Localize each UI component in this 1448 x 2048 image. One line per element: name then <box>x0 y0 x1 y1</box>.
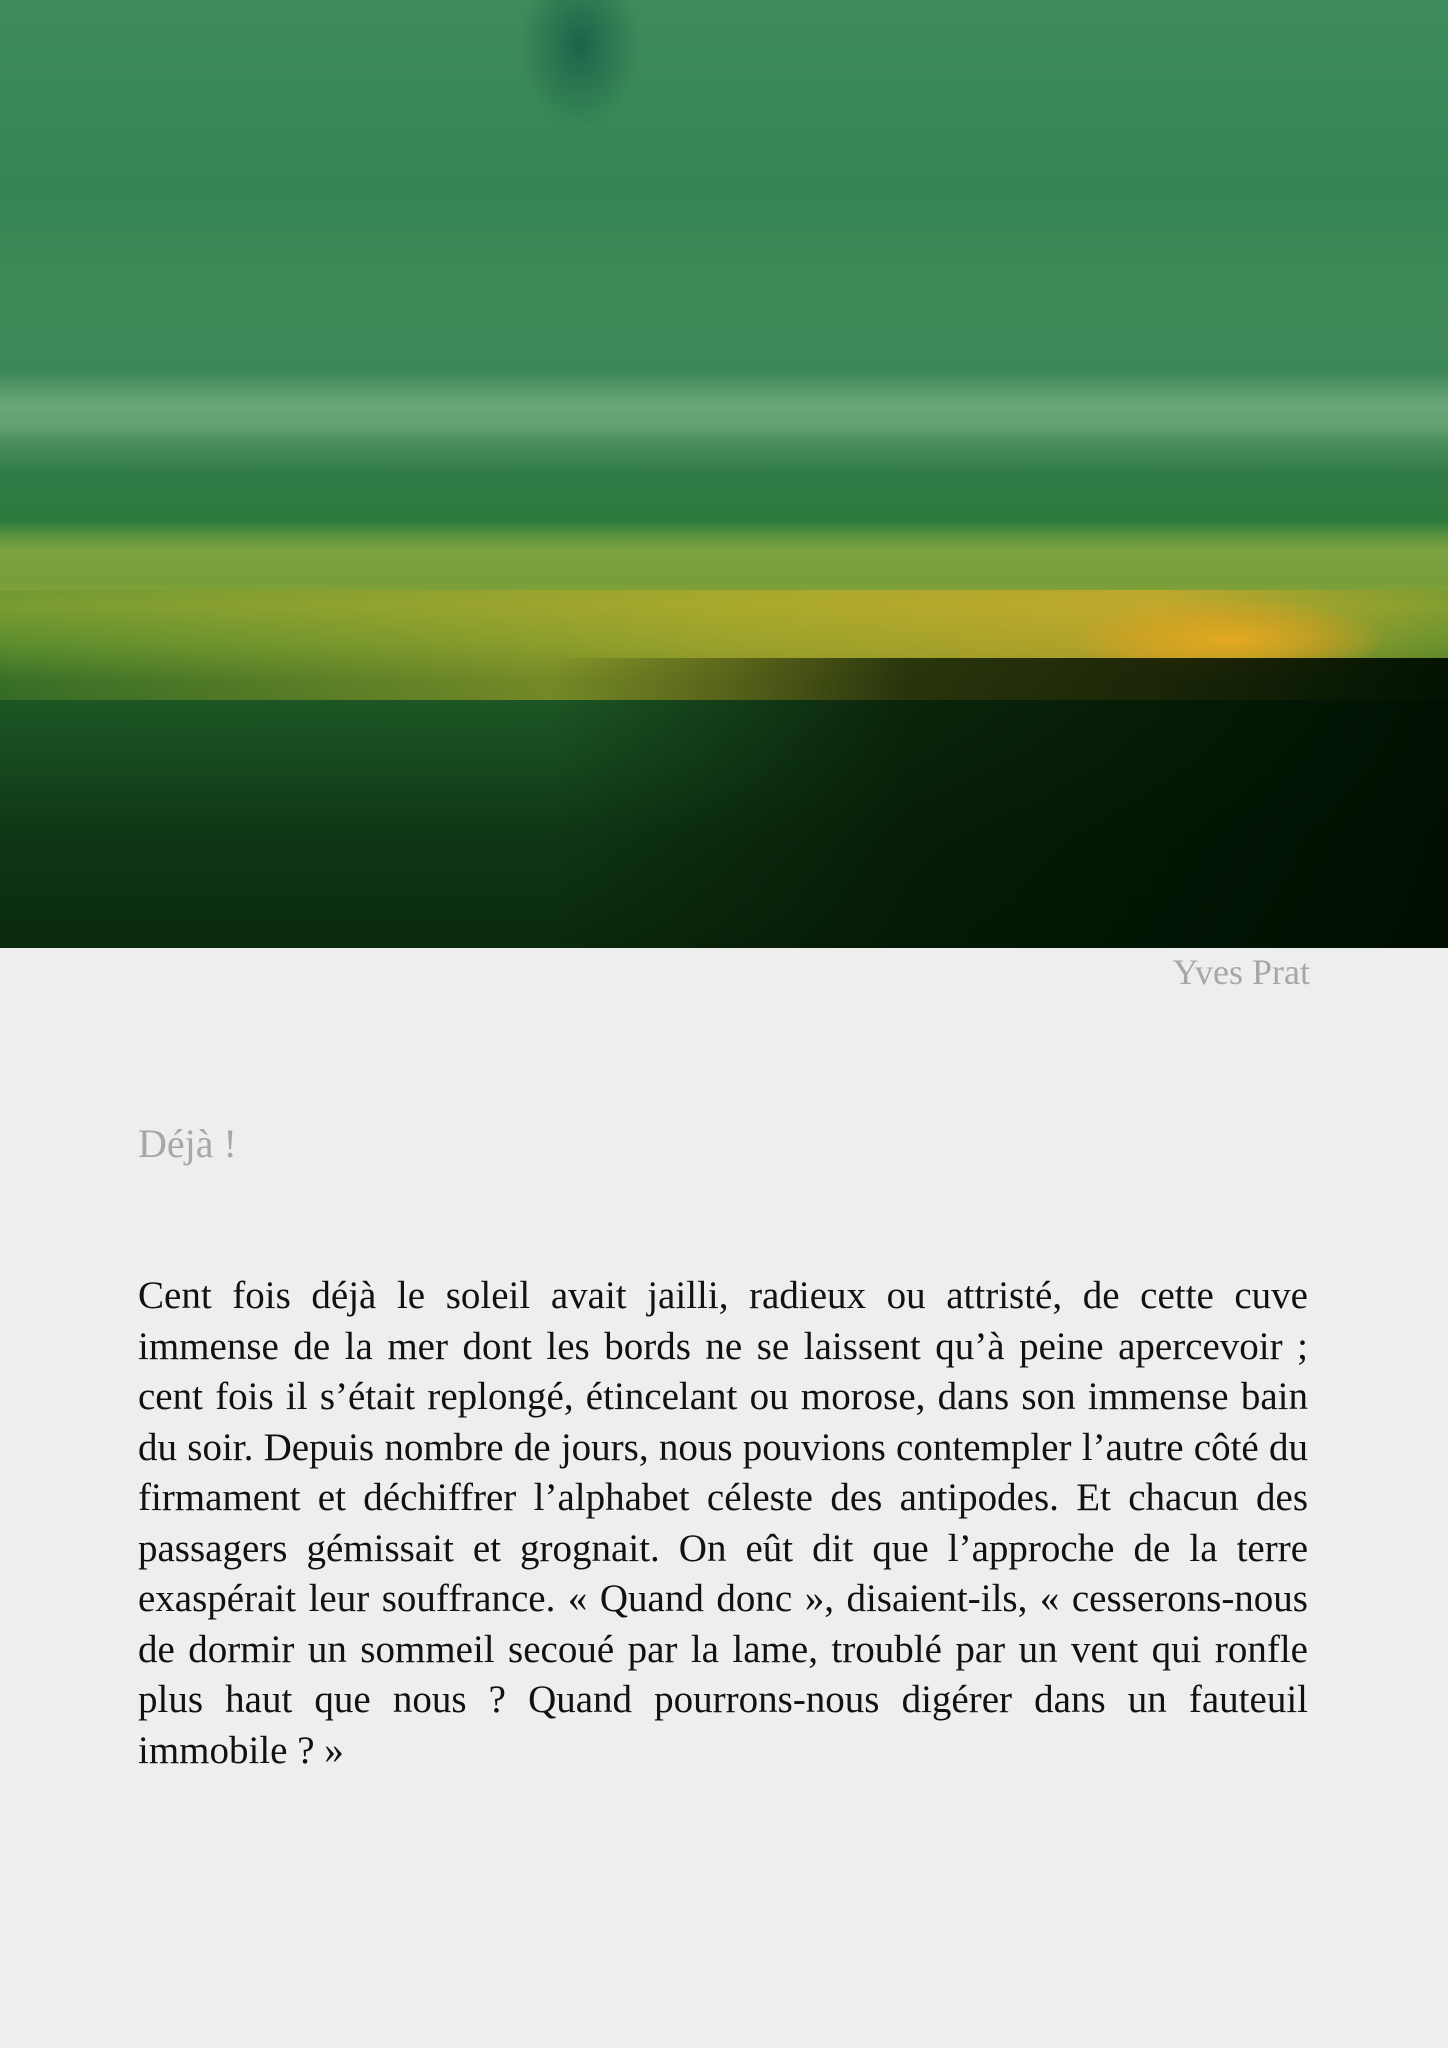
page-title: Déjà ! <box>138 1121 237 1166</box>
photo-haze-band <box>0 370 1448 440</box>
body-paragraph: Cent fois déjà le soleil avait jailli, radieux ou attristé, de cette cuve immense de la mer dont les bords ne se laissent qu’à peine apercevoir ; cent fois il s’était replongé, étincelant ou morose, dans son immense bain du soir. Depuis nombre de jours, nous pouvions contempler l’autre côté du firmament et déchiffrer l’alphabet céleste des antipodes. Et chacun des passagers gémissait et grognait. On eût dit que l’approche de la terre exaspérait leur souffrance. « Quand donc », disaient-ils, « cesserons-nous de dormir un sommeil secoué par la lame, troublé par un vent qui ronfle plus haut que nous ? Quand pourrons-nous digérer dans un fauteuil immobile ? » <box>138 1274 1308 1772</box>
photo-credit: Yves Prat <box>1172 952 1310 992</box>
photo-shadow <box>548 658 1448 948</box>
header-photo <box>0 0 1448 948</box>
photo-top-streak <box>520 0 640 130</box>
photo-light-band <box>0 520 1448 580</box>
